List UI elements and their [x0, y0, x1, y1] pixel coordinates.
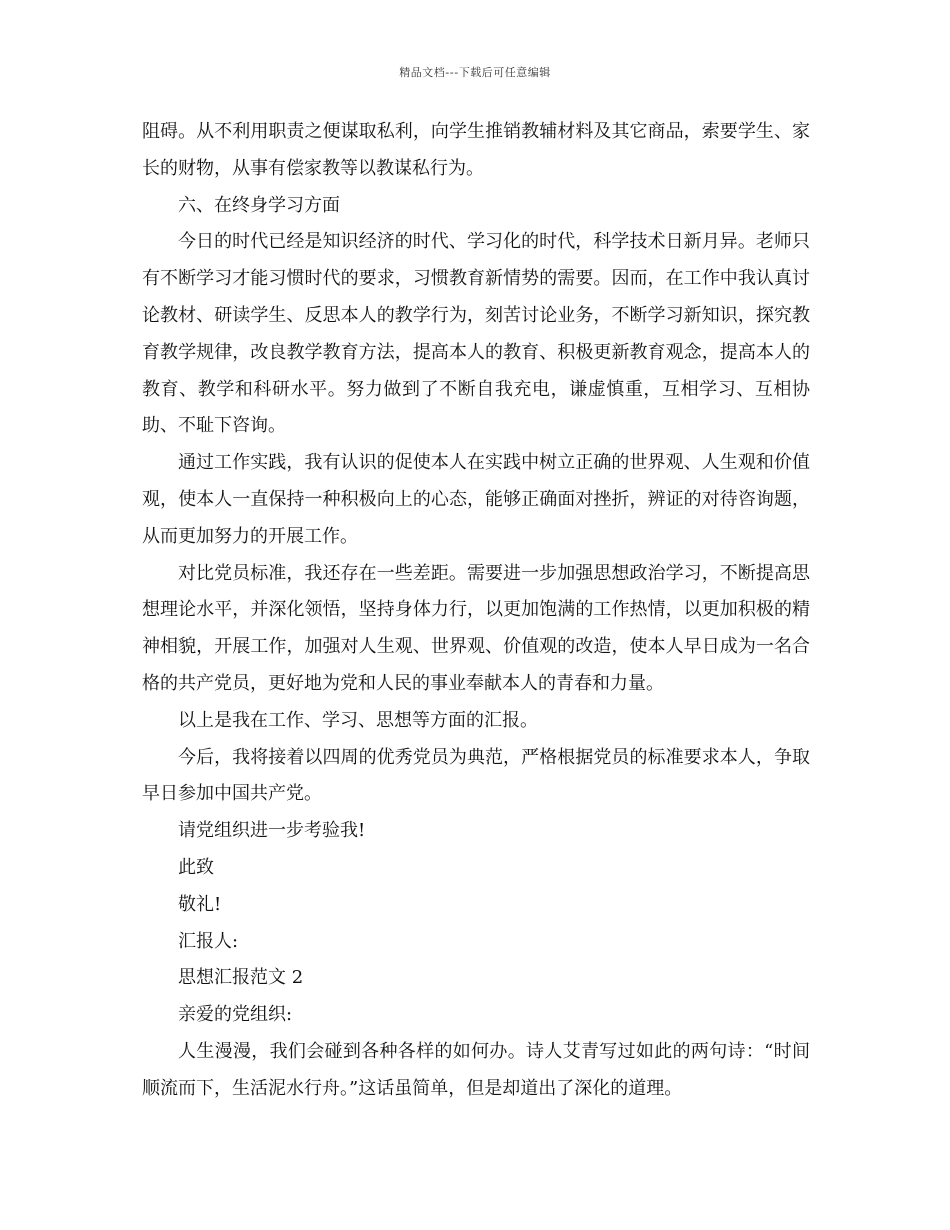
paragraph: 请党组织进一步考验我! [178, 820, 366, 842]
paragraph: 以上是我在工作、学习、思想等方面的汇报。 [178, 709, 538, 731]
closing-line: 敬礼! [178, 893, 222, 915]
paragraph: 通过工作实践，我有认识的促使本人在实践中树立正确的世界观、人生观和价值观，使本人一直保持一种积极向上的心态，能够正确面对挫折，辨证的对待咨询题，从而更加努力的开展工作。 [142, 452, 810, 547]
paragraph: 对比党员标准，我还存在一些差距。需要进一步加强思想政治学习，不断提高思想理论水平，并深化领悟，坚持身体力行，以更加饱满的工作热情，以更加积极的精神相貌，开展工作，加强对人生观、世界观、价值观的改造，使本人早日成为一名合格的共产党员，更好地为党和人民的事业奉献本人的青春和力量。 [142, 562, 810, 694]
signature-line: 汇报人: [178, 930, 239, 952]
paragraph: 阻碍。从不利用职责之便谋取私利，向学生推销教辅材料及其它商品，索要学生、家长的财物，从事有偿家教等以教谋私行为。 [142, 121, 810, 179]
salutation: 亲爱的党组织: [178, 1004, 293, 1026]
closing-line: 此致 [178, 856, 214, 878]
section-heading: 六、在终身学习方面 [178, 194, 340, 216]
paragraph: 人生漫漫，我们会碰到各种各样的如何办。诗人艾青写过如此的两句诗：“时间顺流而下，生活泥水行舟。”这话虽简单，但是却道出了深化的道理。 [142, 1040, 810, 1099]
document-body [142, 114, 810, 1108]
paragraph: 今后，我将接着以四周的优秀党员为典范，严格根据党员的标准要求本人，争取早日参加中国共产党。 [142, 746, 810, 805]
page-header: 精品文档---下载后可任意编辑 [399, 66, 551, 79]
paragraph: 今日的时代已经是知识经济的时代、学习化的时代，科学技术日新月异。老师只有不断学习才能习惯时代的要求，习惯教育新情势的需要。因而，在工作中我认真讨论教材、研读学生、反思本人的教学行为，刻苦讨论业务，不断学习新知识，探究教育教学规律，改良教学教育方法，提高本人的教育、积极更新教育观念，提高本人的教育、教学和科研水平。努力做到了不断自我充电，谦虚慎重，互相学习、互相协助、不耻下咨询。 [142, 231, 810, 437]
section-title: 思想汇报范文 2 [178, 967, 304, 989]
